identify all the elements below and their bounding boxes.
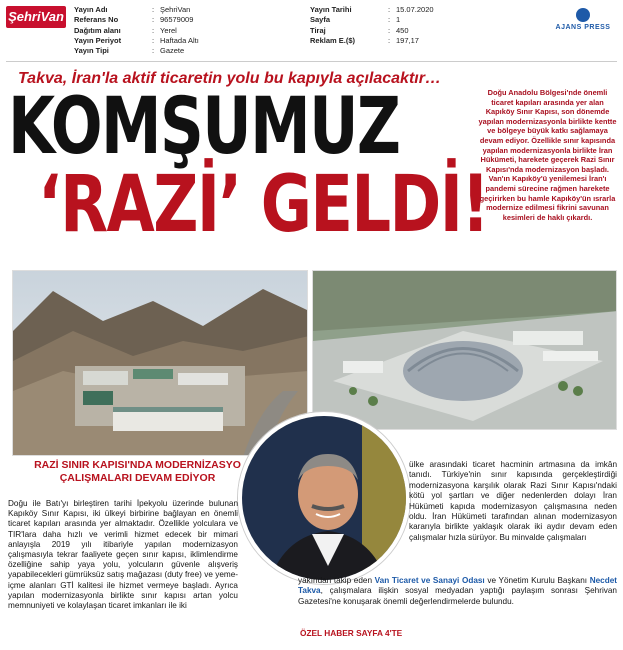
- headline-line-1: KOMŞUMUZ: [8, 82, 400, 172]
- gate-rendering-photo: [312, 270, 617, 430]
- body-bottom-paragraph: yakından takip eden Van Ticaret ve Sanayi Odası ve Yönetim Kurulu Başkanı Necdet Takva, çalışmalara ilişkin sosyal medyadan yaptığı paylaşım sonrası Şehrivan Gazetesi'ne konuşarak önemli değerlendirmelerde bulundu.: [298, 576, 617, 606]
- left-meta-block: [74, 5, 304, 56]
- meta-row: Referans No : 96579009: [74, 15, 194, 25]
- meta-row: Dağıtım alanı : Yerel: [74, 25, 177, 35]
- meta-row: Yayın Tarihi : 15.07.2020: [310, 5, 434, 14]
- portrait-photo: [238, 412, 410, 584]
- meta-row: Yayın Adı : ŞehriVan: [74, 5, 191, 14]
- highlight-person: Necdet Takva: [298, 576, 617, 596]
- body-left-column: Doğu ile Batı'yı birleştiren tarihi İpekyolu üzerinde bulunan Kapıköy Sınır Kapısı, iki ülkeyi birbirine bağlayan en önemli ticaret kapıları arasında yer almaktadır. Özellikle yolculara ve TIR'lara daha hızlı ve verimli hizmet edecek bir mimari anlayışla 2019 yılı itibariyle yapılan modernizasyon çalışmasıyla tekrar faaliyete geçen sınır kapısı, iklimlendirme özelliğine sahip yaya yolu, yolcuların güvenle alışveriş yapabilecekleri gümrüksüz satış mağazası (duty free) ve yeme-içme alanları GTİ kalitesi ile hizmet vermeye başladı. Ayrıca yapılan modernizasyonla birlikte sınır kapısı artan yolcu memnuniyeti ve kolaylaşan ticaret imkanları ile iki: [8, 499, 238, 611]
- body-right-column: ülke arasındaki ticaret hacminin artmasına da imkân tanıdı. Türkiye'nin sınır kapısında gerçekleştirdiği modernizasyona karşılık olarak Razi Sınır Kapısı'ndaki kötü yol şartları ve diğer nedenlerden dolayı İran Hükümeti kapıda modernizasyon çalışmasına neden oldu. İran Hükümeti tarafından alınan modernizasyon kararıyla birlikte yaklaşık olarak iki aydır devam eden çalışmalar hızla sürüyor. Bu minvalde çalışmaları: [409, 460, 617, 542]
- header-divider: [6, 61, 617, 62]
- subhead: RAZİ SINIR KAPISI'NDA MODERNİZASYO ÇALIŞMALARI DEVAM EDİYOR: [34, 459, 241, 484]
- border-gate-photo: [12, 270, 308, 456]
- agency-globe-icon: [576, 8, 590, 22]
- continued-on-page-link[interactable]: ÖZEL HABER SAYFA 4'TE: [300, 628, 403, 638]
- right-meta-block: [310, 5, 510, 46]
- highlight-chamber: Van Ticaret ve Sanayi Odası: [374, 576, 485, 585]
- meta-row: Sayfa : 1: [310, 15, 401, 25]
- meta-row: Tiraj : 450: [310, 25, 409, 35]
- agency-logo: AJANS PRESS: [548, 8, 618, 38]
- headline-line-2: ‘RAZİ’ GELDİ!: [38, 160, 489, 250]
- lead-paragraph: Doğu Anadolu Bölgesi'nde önemli ticaret kapıları arasında yer alan Kapıköy Sınır Kapısı, son dönemde yapılan modernizasyonla birlikte kentte ve bölgeye büyük katkı sağlamaya devam ediyor. Özellikle sınır kapısında yapılan modernizasyonla birlikte İran Hükümeti, harekete geçerek Razi Sınır Kapısı'nda modernizasyon başladı. Van'ın Kapıköy'ü yenilemesi İran'ı pandemi sürecine rağmen harekete geçirirken bu hamle Kapıköy'ün ısrarla modernize edilmesi fikrini savunan kesimleri de haklı çıkardı.: [478, 88, 617, 222]
- meta-row: Reklam E.($) : 197,17: [310, 35, 419, 45]
- meta-row: Yayın Tipi : Gazete: [74, 46, 185, 56]
- kicker: Takva, İran'la aktif ticaretin yolu bu kapıyla açılacaktır…: [18, 70, 441, 87]
- newspaper-logo: ŞehriVan: [6, 6, 66, 28]
- meta-row: Yayın Periyot : Haftada Altı: [74, 35, 199, 45]
